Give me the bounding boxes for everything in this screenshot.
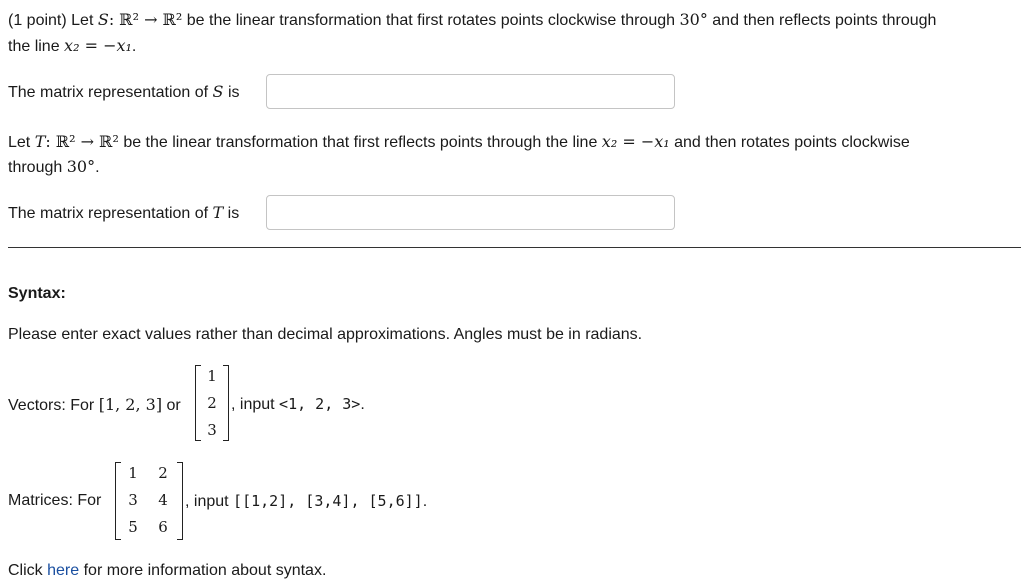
divider (8, 247, 1021, 248)
answer-s-is: is (227, 84, 240, 101)
vector-entry: 2 (207, 394, 217, 412)
vectors-row (8, 395, 181, 415)
matrix-entry: 5 (128, 518, 138, 536)
var-t: T (34, 132, 46, 151)
vectors-row-example: [1, 2, 3] (98, 395, 163, 414)
s-text2: and then reflects points through (712, 12, 937, 29)
syntax-help-link[interactable]: here (47, 562, 80, 579)
answer-t-input[interactable] (266, 195, 675, 230)
t-angle: 30° (66, 157, 96, 176)
bracket-left (195, 365, 201, 441)
map-t: : ℝ² → ℝ² (45, 132, 119, 151)
column-vector (195, 365, 229, 441)
matrix-entry: 2 (158, 464, 168, 482)
bracket-right (177, 462, 183, 540)
syntax-footer (8, 562, 326, 580)
t-line-eq: x₂ = −x₁ (601, 132, 670, 151)
matrices-code: [[1,2], [3,4], [5,6]] (233, 492, 423, 510)
s-line-eq: x₂ = −x₁ (64, 36, 132, 55)
vectors-input: , input (231, 396, 275, 413)
matrix-entry: 6 (158, 518, 168, 536)
problem-t-line2 (8, 157, 100, 177)
vector-entry: 3 (207, 421, 217, 439)
answer-t-label-row (8, 203, 239, 223)
vectors-input-row (231, 395, 365, 414)
matrices-input: , input (185, 493, 229, 510)
vectors-or: or (166, 397, 181, 414)
answer-t-var: T (212, 203, 224, 222)
bracket-right (223, 365, 229, 441)
syntax-note: Please enter exact values rather than decimal approximations. Angles must be in radians. (8, 326, 643, 343)
s-angle: 30° (679, 10, 708, 29)
vectors-code: <1, 2, 3> (279, 395, 361, 413)
t-end: . (95, 159, 100, 176)
s-end: . (131, 38, 137, 55)
problem-s-line2 (8, 36, 136, 56)
s-text1: be the linear transformation that first rotates points clockwise through (186, 12, 676, 29)
points-label: (1 point) (8, 12, 67, 29)
t-text1: be the linear transformation that first reflects points through the line (123, 134, 598, 151)
footer-post: for more information about syntax. (83, 562, 327, 579)
matrix-entry: 3 (128, 491, 138, 509)
matrix-entry: 4 (158, 491, 168, 509)
syntax-heading: Syntax: (8, 285, 66, 302)
answer-s-label-row (8, 82, 240, 102)
matrices-end: . (422, 493, 428, 510)
answer-s-var: S (212, 82, 224, 101)
matrix-entry: 1 (128, 464, 138, 482)
footer-pre: Click (8, 562, 43, 579)
answer-t-label: The matrix representation of (8, 205, 209, 222)
answer-s-input[interactable] (266, 74, 675, 109)
vector-entry: 1 (207, 367, 217, 385)
s-text3: the line (8, 38, 60, 55)
t-text2: and then rotates points clockwise (674, 134, 910, 151)
example-matrix (115, 462, 183, 540)
var-s: S (97, 10, 109, 29)
problem-s-line1 (8, 10, 936, 30)
matrices-input-row (185, 492, 427, 511)
problem-t-line1 (8, 132, 910, 152)
answer-t-is: is (227, 205, 240, 222)
bracket-left (115, 462, 121, 540)
let-s: Let (71, 12, 94, 29)
map-s: : ℝ² → ℝ² (108, 10, 183, 29)
matrices-label: Matrices: For (8, 492, 102, 509)
answer-s-label: The matrix representation of (8, 84, 209, 101)
t-text3: through (8, 159, 63, 176)
vectors-label: Vectors: For (8, 397, 95, 414)
let-t: Let (8, 134, 31, 151)
vectors-end: . (360, 396, 365, 413)
